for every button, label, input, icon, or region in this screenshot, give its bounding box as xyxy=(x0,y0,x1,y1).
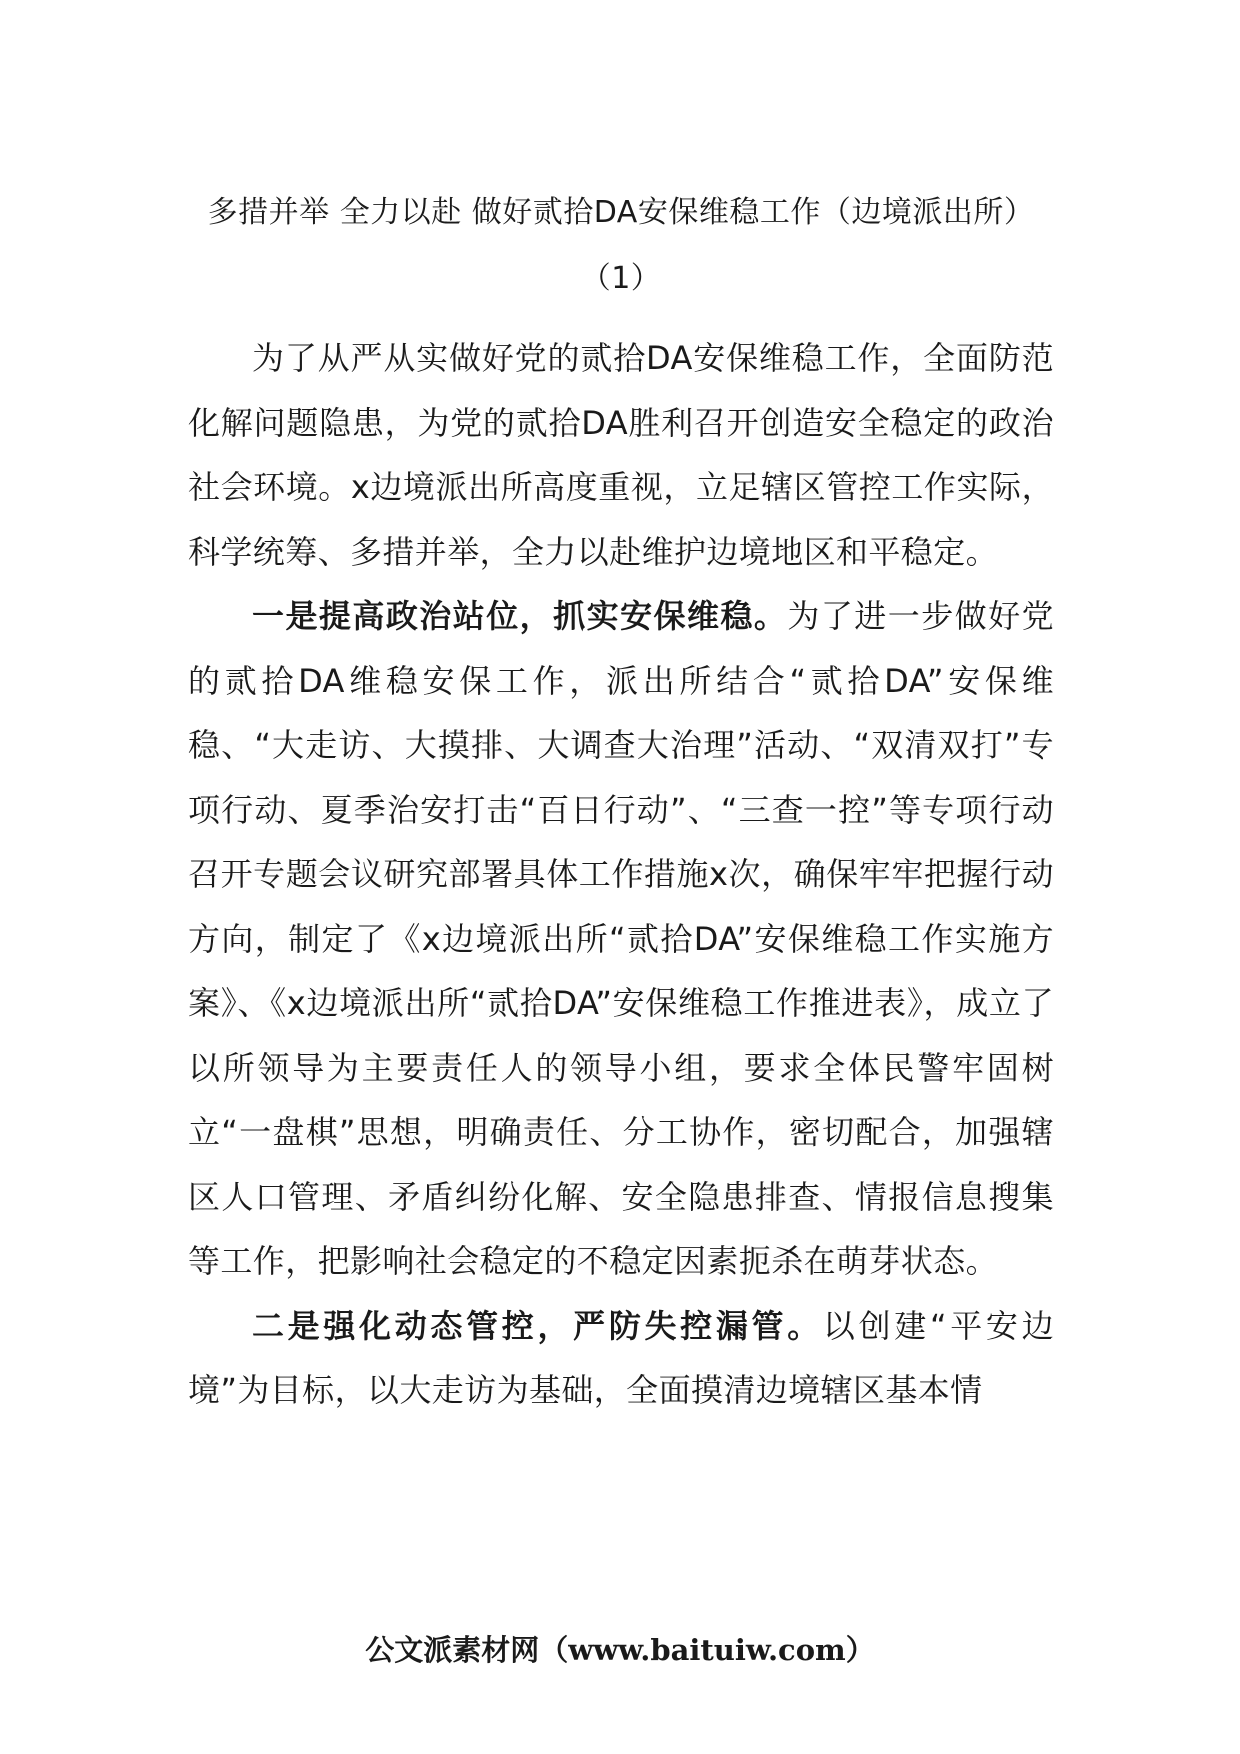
section-heading: 一是提高政治站位，抓实安保维稳。 xyxy=(252,597,788,635)
paragraph-intro xyxy=(188,326,1054,584)
paragraph-section-two xyxy=(188,1294,1054,1423)
section-heading: 二是强化动态管控，严防失控漏管。 xyxy=(252,1306,823,1345)
paragraph-text: 为了进一步做好党的贰拾DA维稳安保工作，派出所结合“贰拾DA”安保维稳、“大走访、大摸排、大调查大治理”活动、“双清双打”专项行动、夏季治安打击“百日行动”、“三查一控”等专项行动召开专题会议研究部署具体工作措施x次，确保牢牢把握行动方向，制定了《x边境派出所“贰拾DA”安保维稳工作实施方案》、《x边境派出所“贰拾DA”安保维稳工作推进表》，成立了以所领导为主要责任人的领导小组，要求全体民警牢固树立“一盘棋”思想，明确责任、分工协作，密切配合，加强辖区人口管理、矛盾纠纷化解、安全隐患排查、情报信息搜集等工作，把影响社会稳定的不稳定因素扼杀在萌芽状态。 xyxy=(188,597,1054,1280)
footer-watermark: 公文派素材网（www.baituiw.com） xyxy=(365,1633,875,1667)
paragraph-section-one xyxy=(188,584,1054,1294)
document-body xyxy=(188,326,1054,1423)
paragraph-text: 为了从严从实做好党的贰拾DA安保维稳工作，全面防范化解问题隐患，为党的贰拾DA胜利召开创造安全稳定的政治社会环境。x边境派出所高度重视，立足辖区管控工作实际，科学统筹、多措并举，全力以赴维护边境地区和平稳定。 xyxy=(188,339,1054,571)
paragraph-text: 以创建“平安边境”为目标，以大走访为基础，全面摸清边境辖区基本情 xyxy=(188,1306,1054,1409)
document-title: 多措并举 全力以赴 做好贰拾DA安保维稳工作（边境派出所）（1） xyxy=(207,195,1035,296)
